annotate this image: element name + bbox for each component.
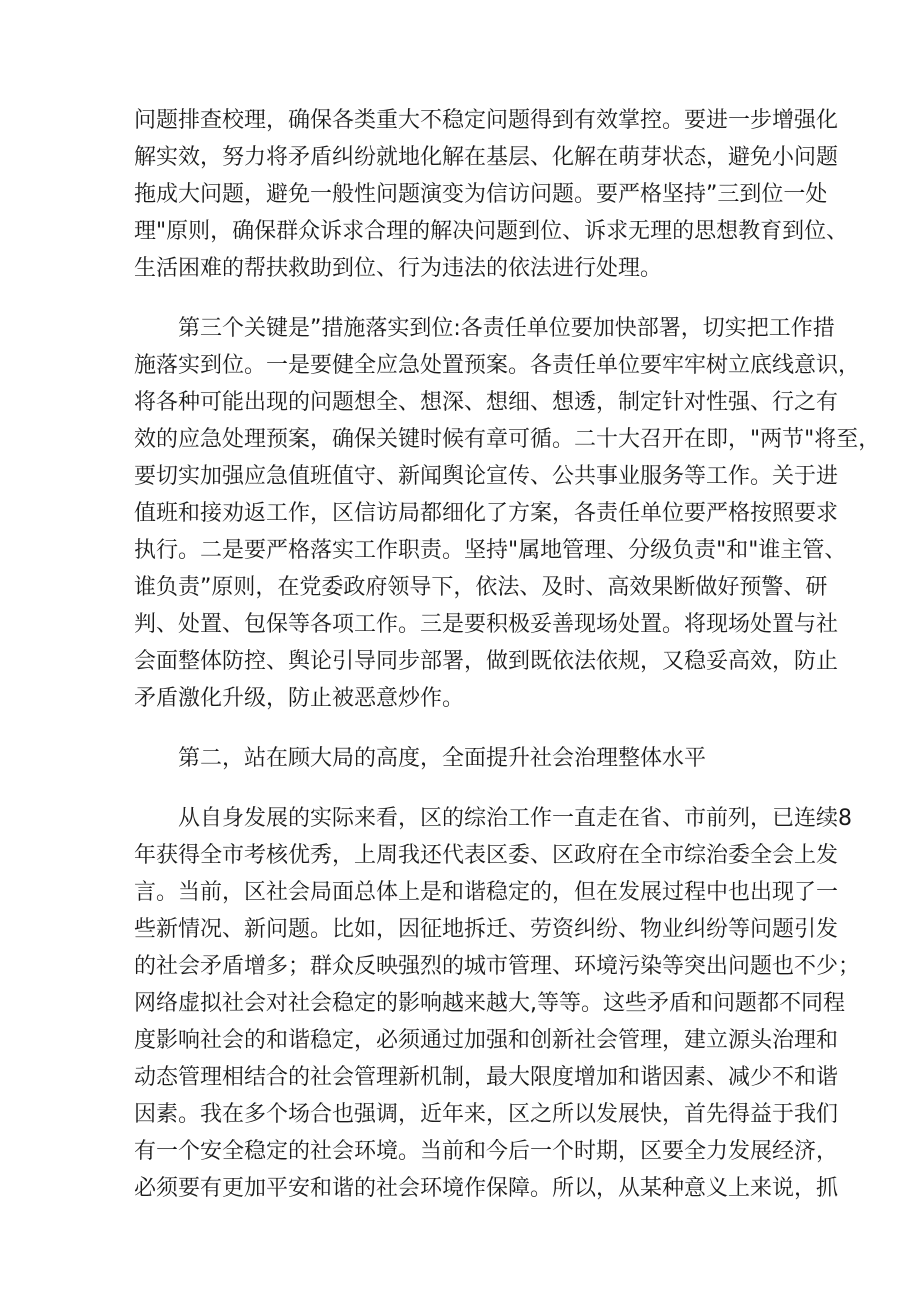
- text-line: 的社会矛盾增多；群众反映强烈的城市管理、环境污染等突出问题也不少；: [134, 954, 861, 979]
- text-line: 拖成大问题，避免一般性问题演变为信访问题。要严格坚持”三到位一处: [134, 182, 828, 207]
- text-line: 矛盾激化升级，防止被恶意炒作。: [134, 686, 465, 711]
- text-line: 将各种可能出现的问题想全、想深、想细、想透，制定针对性强、行之有: [134, 390, 839, 415]
- text-line: 会面整体防控、舆论引导同步部署，做到既依法依规，又稳妥高效，防止: [134, 649, 839, 674]
- text-line: 判、处置、包保等各项工作。三是要积极妥善现场处置。将现场处置与社: [134, 612, 839, 637]
- text-line: 年获得全市考核优秀，上周我还代表区委、区政府在全市综治委全会上发: [134, 843, 839, 868]
- text-line: 度影响社会的和谐稳定，必须通过加强和创新社会管理，建立源头治理和: [134, 1028, 839, 1053]
- text-line: 生活困难的帮扶救助到位、行为违法的依法进行处理。: [134, 256, 663, 281]
- text-line: 第三个关键是”措施落实到位:各责任单位要加快部署，切实把工作措: [178, 316, 835, 341]
- text-line: 施落实到位。一是要健全应急处置预案。各责任单位要牢牢树立底线意识，: [134, 353, 861, 378]
- text-line: 问题排查校理，确保各类重大不稳定问题得到有效掌控。要进一步增强化: [134, 108, 839, 133]
- text-line: 从自身发展的实际来看，区的综治工作一直走在省、市前列，已连续8: [178, 806, 852, 831]
- text-line: 些新情况、新问题。比如，因征地拆迁、劳资纠纷、物业纠纷等问题引发: [134, 917, 839, 942]
- text-line: 要切实加强应急值班值守、新闻舆论宣传、公共事业服务等工作。关于进: [134, 464, 839, 489]
- text-line: 谁负责”原则，在党委政府领导下，依法、及时、高效果断做好预警、研: [134, 575, 828, 600]
- text-line: 有一个安全稳定的社会环境。当前和今后一个时期，区要全力发展经济，: [134, 1139, 839, 1164]
- text-line: 执行。二是要严格落实工作职责。坚持"属地管理、分级负责"和"谁主管、: [134, 538, 847, 563]
- text-line: 因素。我在多个场合也强调，近年来，区之所以发展快，首先得益于我们: [134, 1102, 839, 1127]
- section-heading: 第二，站在顾大局的高度，全面提升社会治理整体水平: [178, 746, 707, 771]
- text-line: 值班和接劝返工作，区信访局都细化了方案，各责任单位要严格按照要求: [134, 501, 839, 526]
- text-line: 解实效，努力将矛盾纠纷就地化解在基层、化解在萌芽状态，避免小问题: [134, 145, 839, 170]
- text-line: 效的应急处理预案，确保关键时候有章可循。二十大召开在即，"两节"将至，: [134, 427, 881, 452]
- text-line: 必须要有更加平安和谐的社会环境作保障。所以，从某种意义上来说，抓: [134, 1176, 839, 1201]
- text-line: 言。当前，区社会局面总体上是和谐稳定的，但在发展过程中也出现了一: [134, 880, 839, 905]
- text-line: 理"原则，确保群众诉求合理的解决问题到位、诉求无理的思想教育到位、: [134, 219, 849, 244]
- text-line: 动态管理相结合的社会管理新机制，最大限度增加和谐因素、减少不和谐: [134, 1065, 839, 1090]
- text-line: 网络虚拟社会对社会稳定的影响越来越大,等等。这些矛盾和问题都不同程: [134, 991, 845, 1016]
